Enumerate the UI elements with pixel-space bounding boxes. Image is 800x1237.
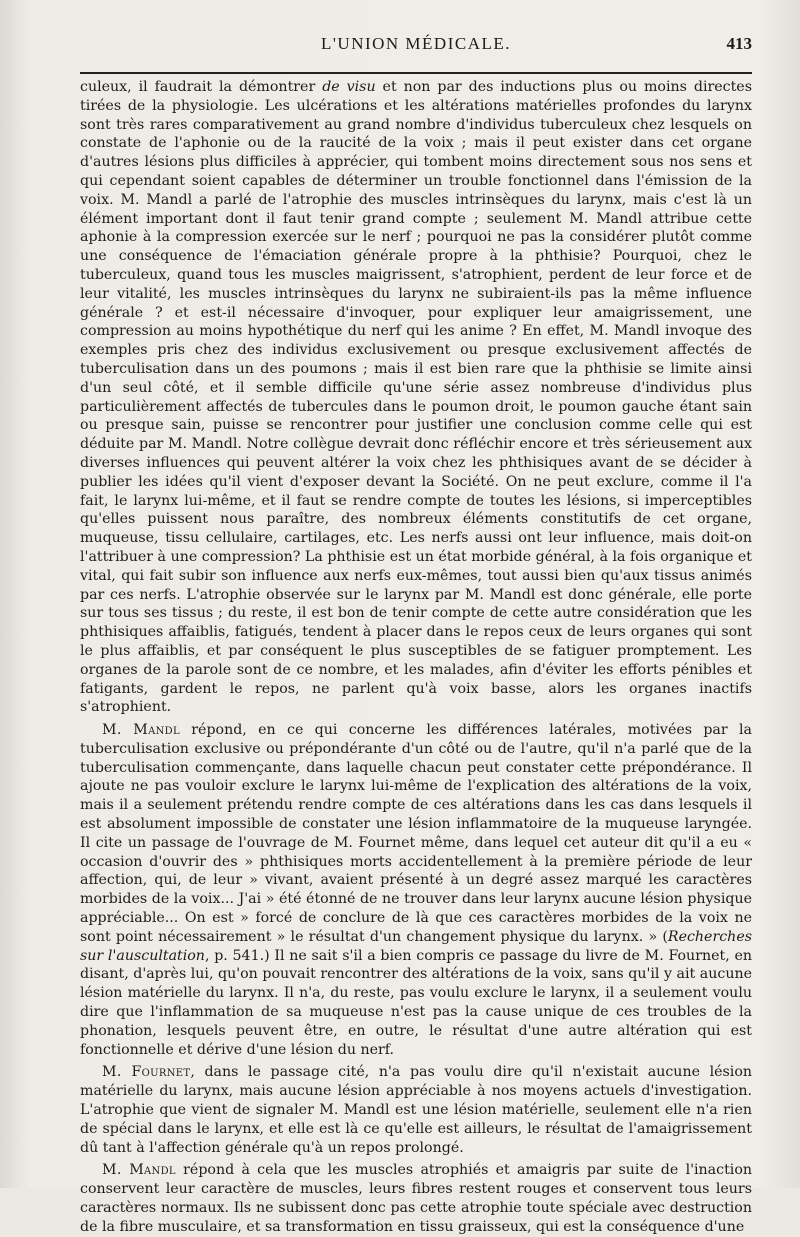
paragraph-2: M. Mandl répond, en ce qui concerne les différences latérales, motivées par la tuberculisation exclusive ou prépondérante d'un côté ou de l'autre, qu'il n'a parlé que de la tuberculisation commençante, dans laquelle chacun peut constater cette prépondérance. Il ajoute ne pas vouloir exclure le larynx lui-même de l'explication des altérations de la voix, mais il a seulement prétendu rendre compte de ces altérations dans les cas dans lesquels il est absolument impossible de constater une lésion inflammatoire de la muqueuse laryngée. Il cite un passage de l'ouvrage de M. Fournet même, dans lequel cet auteur dit qu'il a eu « occasion d'ouvrir des » phthisiques morts accidentellement à la première période de leur affection, qui, de leur » vivant, avaient présenté à un degré assez marqué les caractères morbides de la voix... J'ai » été étonné de ne trouver dans leur larynx aucune lésion physique appréciable... On est » forcé de conclure de là que ces caractères morbides de la voix ne sont point nécessairement » le résultat d'un changement physique du larynx. » (Recherches sur l'auscultation, p. 541.) Il ne sait s'il a bien compris ce passage du livre de M. Fournet, en disant, d'après lui, qu'on pouvait rencontrer des altérations de la voix, sans qu'il y ait aucune lésion matérielle du larynx. Il n'a, du reste, pas voulu exclure le larynx, il a seulement voulu dire que l'inflammation de sa muqueuse n'est pas la cause unique de ces troubles de la phonation, lesquels peuvent être, en outre, le résultat d'une autre altération qui est fonctionnelle et dérive d'une lésion du nerf. xyxy=(80,722,753,1058)
page-number: 413 xyxy=(726,34,752,53)
citation-title: Recherches sur l'auscultation xyxy=(80,928,752,964)
article-body xyxy=(80,78,752,1237)
paragraph-1: culeux, il faudrait la démontrer de visu et non par des inductions plus ou moins directes tirées de la physiologie. Les ulcérations et les altérations matérielles profondes du larynx sont très rares comparativement au grand nombre d'individus tuberculeux chez lesquels on constate de l'aphonie ou de la raucité de la voix ; mais il peut exister dans cet organe d'autres lésions plus difficiles à apprécier, qui tombent moins directement sous nos sens et qui cependant soient capables de déterminer un trouble fonctionnel dans l'émission de la voix. M. Mandl a parlé de l'atrophie des muscles intrinsèques du larynx, mais c'est là un élément important dont il faut tenir grand compte ; seulement M. Mandl attribue cette aphonie à la compression exercée sur le nerf ; pourquoi ne pas la considérer plutôt comme une conséquence de l'émaciation générale propre à la phthisie? Pourquoi, chez le tuberculeux, quand tous les muscles maigrissent, s'atrophient, perdent de leur force et de leur vitalité, les muscles intrinsèques du larynx ne subiraient-ils pas la même influence générale ? et est-il nécessaire d'invoquer, pour expliquer leur amaigrissement, une compression au moins hypothétique du nerf qui les anime ? En effet, M. Mandl invoque des exemples pris chez des individus exclusivement ou presque exclusivement affectés de tuberculisation dans un des poumons ; mais il est bien rare que la phthisie se limite ainsi d'un seul côté, et il semble difficile qu'une série assez nombreuse d'individus plus particulièrement affectés de tubercules dans le poumon droit, le poumon gauche étant sain ou presque sain, puisse se rencontrer pour justifier une conclusion comme celle qui est déduite par M. Mandl. Notre collègue devrait donc réfléchir encore et très sérieusement aux diverses influences qui peuvent altérer la voix chez les phthisiques avant de se décider à publier les idées qu'il vient d'exposer devant la Société. On ne peut exclure, comme il l'a fait, le larynx lui-même, et il faut se rendre compte de toutes les lésions, si imperceptibles qu'elles puissent nous paraître, des nombreux éléments constitutifs de cet organe, muqueuse, tissu cellulaire, cartilages, etc. Les nerfs aussi ont leur influence, mais doit-on l'attribuer à une compression? La phthisie est un état morbide général, à la fois organique et vital, qui fait subir son influence aux nerfs eux-mêmes, tout aussi bien qu'aux tissus animés par ces nerfs. L'atrophie observée sur le larynx par M. Mandl est donc générale, elle porte sur tous ses tissus ; du reste, il est bon de tenir compte de cette autre considération que les phthisiques affaiblis, fatigués, tendent à placer dans le repos ceux de leurs organes qui sont le plus affaiblis, et par conséquent le plus susceptibles de se fatiguer promptement. Les organes de la parole sont de ce nombre, et les malades, afin d'éviter les efforts pénibles et fatigants, gardent le repos, ne parlent qu'à voix basse, alors les organes inactifs s'atrophient. xyxy=(80,79,752,716)
journal-title: L'UNION MÉDICALE. xyxy=(320,34,512,53)
running-header xyxy=(80,34,752,66)
latin-phrase: de visu xyxy=(322,79,376,95)
speaker-name: M. Mandl xyxy=(102,722,180,739)
speaker-name: M. Mandl xyxy=(102,1162,176,1179)
speaker-name: M. Fournet xyxy=(102,1064,191,1081)
header-rule xyxy=(80,72,752,74)
paragraph-4: M. Mandl répond à cela que les muscles atrophiés et amaigris par suite de l'inaction conservent leur caractère de muscles, leurs fibres restent rouges et conservent tous leurs caractères normaux. Ils ne subissent donc pas cette atrophie toute spéciale avec destruction de la fibre musculaire, et sa transformation en tissu graisseux, qui est la conséquence d'une xyxy=(80,1162,752,1235)
paragraph-3: M. Fournet, dans le passage cité, n'a pas voulu dire qu'il n'existait aucune lésion matérielle du larynx, mais aucune lésion appréciable à nos moyens actuels d'investigation. L'atrophie que vient de signaler M. Mandl est une lésion matérielle, seulement elle n'a rien de spécial dans le larynx, et elle est là ce qu'elle est ailleurs, le résultat de l'amaigrissement dû tant à l'affection générale qu'à un repos prolongé. xyxy=(80,1064,753,1156)
